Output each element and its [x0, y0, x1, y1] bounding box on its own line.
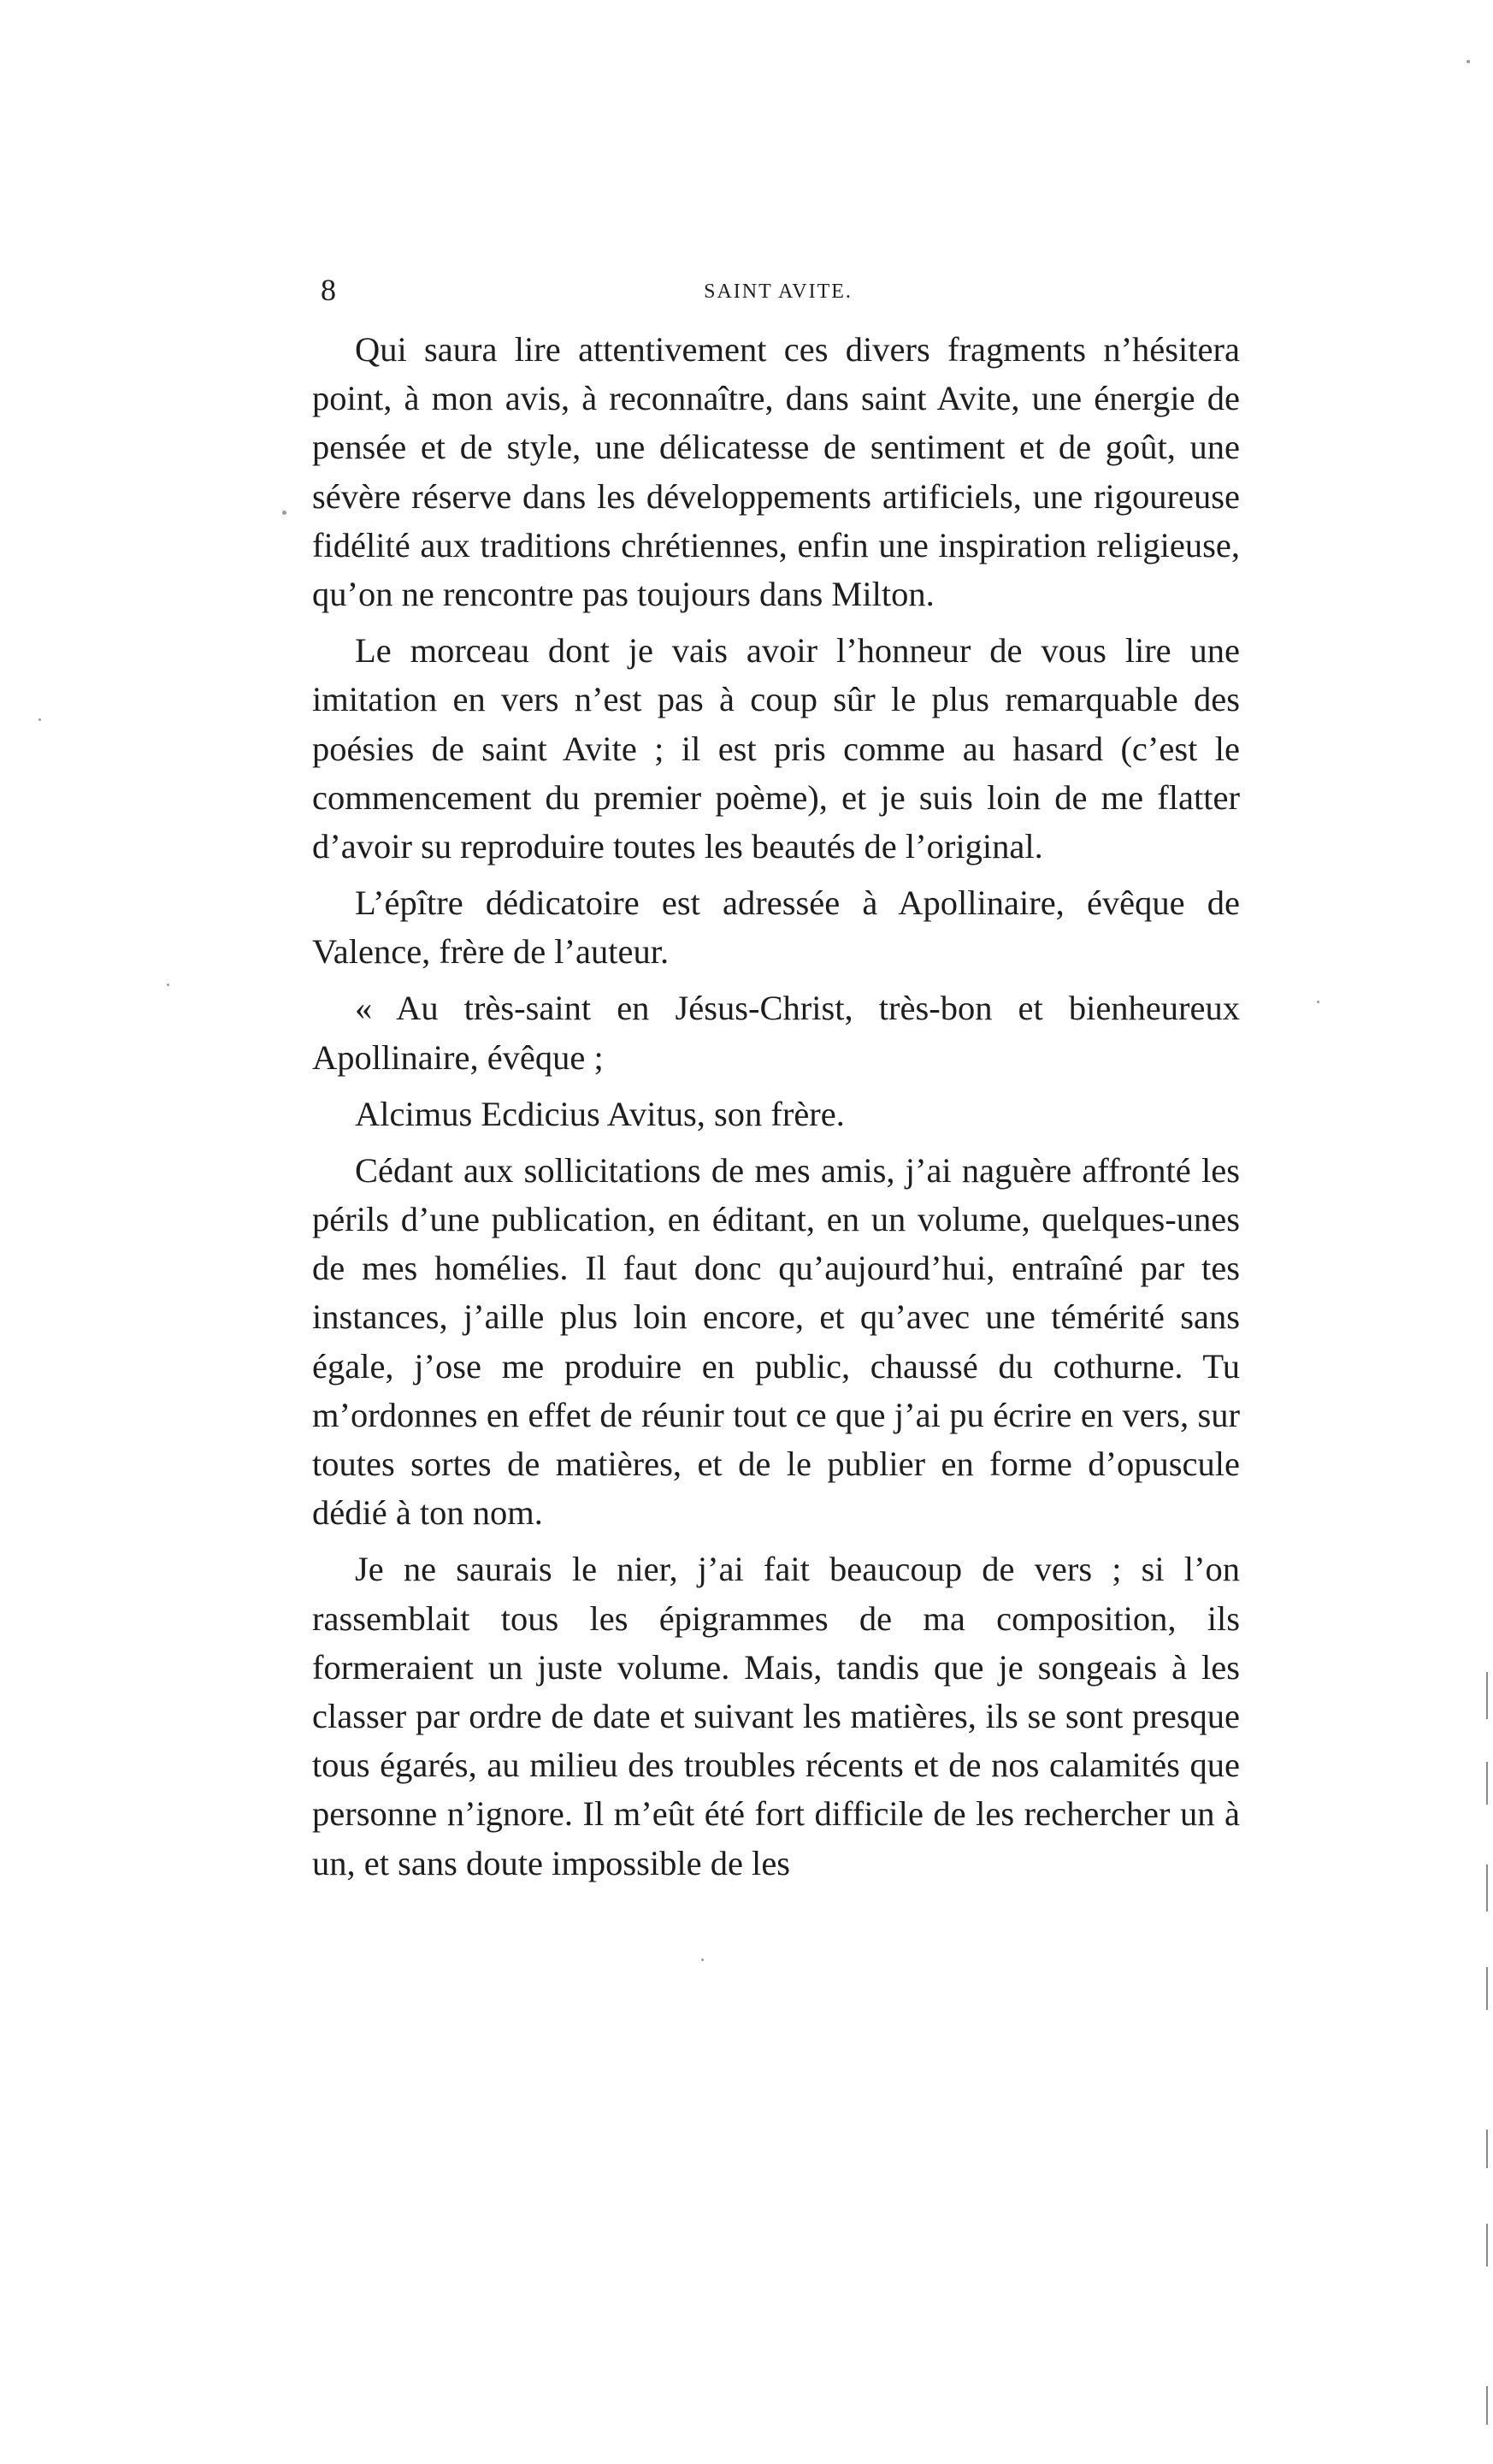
running-title: SAINT AVITE. [704, 281, 853, 303]
paragraph: Alcimus Ecdicius Avitus, son frère. [355, 1094, 845, 1133]
scan-speck [1466, 60, 1470, 63]
paragraph: Le morceau dont je vais avoir l’honneur de vous lire une imitation en vers n’est pas à coup sûr le plus remarquable des poésies de saint Avite ; il est pris comme au hasard (c’est le commencement du premier poème), et je suis loin de me flatter d’avoir su reproduire toutes les beautés de l’original. [312, 631, 1240, 866]
paragraph: « Au très-saint en Jésus-Christ, très-bon et bienheureux Apollinaire, évêque ; [312, 989, 1240, 1077]
scan-edge-mark [1486, 2224, 1488, 2266]
scan-speck [167, 984, 169, 986]
scan-edge-mark [1486, 2386, 1488, 2425]
paragraph: Je ne saurais le nier, j’ai fait beaucoup de vers ; si l’on rassemblait tous les épigrammes de ma composition, ils formeraient un juste volume. Mais, tandis que je songeais à les classer par ordre de date et suivant les matières, ils se sont presque tous égarés, au milieu des troubles récents et de nos calamités que personne n’ignore. Il m’eût été fort difficile de les rechercher un à un, et sans doute impossible de les [312, 1550, 1240, 1882]
scan-edge-mark [1486, 1864, 1488, 1912]
paragraph: L’épître dédicatoire est adressée à Apollinaire, évêque de Valence, frère de l’auteur. [312, 883, 1240, 972]
scan-edge-mark [1486, 1672, 1488, 1719]
scan-speck [1317, 1001, 1319, 1003]
paragraph: Cédant aux sollicitations de mes amis, j’ai naguère affronté les périls d’une publication, en éditant, en un volume, quelques-unes de mes homélies. Il faut donc qu’aujourd’hui, entraîné par tes instances, j’aille plus loin encore, et qu’avec une témérité sans égale, j’ose me produire en public, chaussé du cothurne. Tu m’ordonnes en effet de réunir tout ce que j’ai pu écrire en vers, sur toutes sortes de matières, et de le publier en forme d’opuscule dédié à ton nom. [312, 1150, 1240, 1533]
scan-speck [282, 511, 286, 515]
scan-speck [38, 718, 41, 721]
scan-edge-mark [1486, 2130, 1488, 2168]
body-text [312, 325, 1240, 1895]
scan-edge-mark [1486, 1762, 1488, 1805]
scan-edge-mark [1486, 1967, 1488, 2010]
scan-speck [701, 1959, 704, 1961]
page-number: 8 [321, 273, 336, 307]
running-head [321, 272, 1236, 315]
paragraph: Qui saura lire attentivement ces divers fragments n’hésitera point, à mon avis, à reconnaître, dans saint Avite, une énergie de pensée et de style, une délicatesse de sentiment et de goût, une sévère réserve dans les développements artificiels, une rigoureuse fidélité aux traditions chrétiennes, enfin une inspiration religieuse, qu’on ne rencontre pas toujours dans Milton. [312, 330, 1240, 614]
